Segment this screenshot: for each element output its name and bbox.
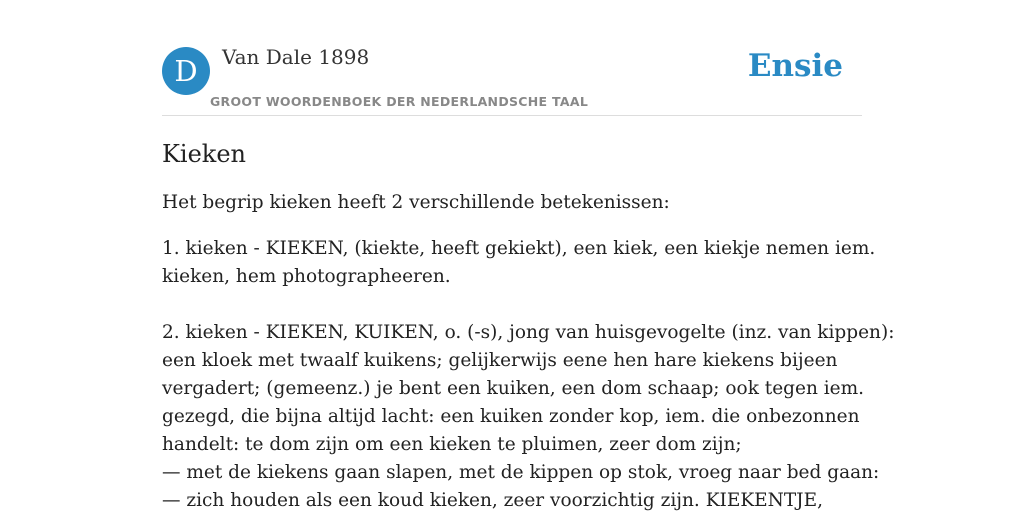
meaning-line: 1. kieken - KIEKEN, (kiekte, heeft gekiekt), een kiek, een kiekje nemen iem. [162,238,876,259]
header [162,44,862,116]
dictionary-subtitle: GROOT WOORDENBOEK DER NEDERLANDSCHE TAAL [210,94,589,109]
entry-content [162,138,895,512]
meaning-line: 2. kieken - KIEKEN, KUIKEN, o. (-s), jong van huisgevogelte (inz. van kippen): [162,322,895,343]
dictionary-logo-icon[interactable]: D [162,47,210,95]
meaning-2 [162,319,895,512]
entry-title: Kieken [162,140,247,168]
meaning-line: handelt: te dom zijn om een kieken te pluimen, zeer dom zijn; [162,434,742,455]
meaning-line: een kloek met twaalf kuikens; gelijkerwijs eene hen hare kiekens bijeen [162,350,838,371]
brand-logo[interactable]: Ensie [747,48,843,84]
meaning-line: vergadert; (gemeenz.) je bent een kuiken, een dom schaap; ook tegen iem. [162,378,865,399]
entry-intro: Het begrip kieken heeft 2 verschillende betekenissen: [162,192,670,213]
meaning-line: — met de kiekens gaan slapen, met de kippen op stok, vroeg naar bed gaan: [162,462,880,483]
meaning-line: gezegd, die bijna altijd lacht: een kuiken zonder kop, iem. die onbezonnen [162,406,860,427]
meaning-1 [162,235,876,291]
meaning-line: — zich houden als een koud kieken, zeer voorzichtig zijn. KIEKENTJE, [162,490,823,511]
meaning-line: kieken, hem photographeeren. [162,266,451,287]
dictionary-title[interactable]: Van Dale 1898 [222,45,370,69]
